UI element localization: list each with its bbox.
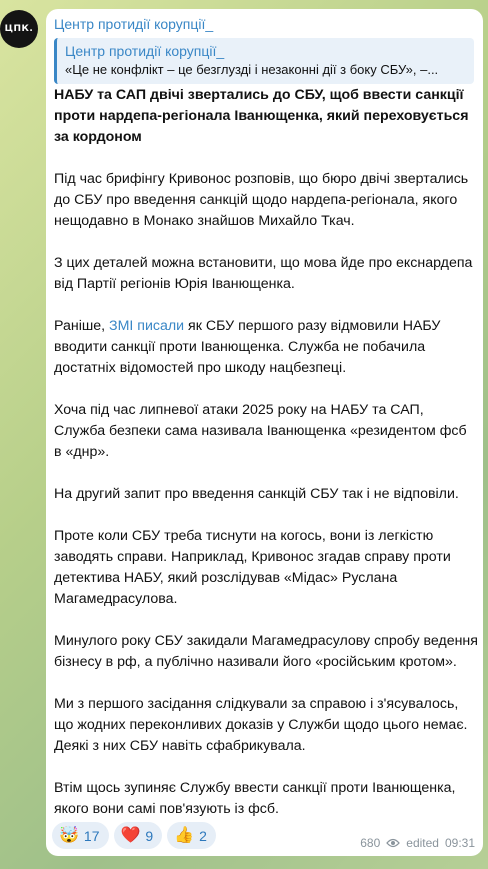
channel-name[interactable]: Центр протидії корупції_	[54, 16, 214, 32]
edited-label: edited	[406, 836, 439, 850]
heart-icon: ❤️	[120, 826, 141, 844]
reactions-bar	[52, 822, 216, 849]
paragraph: Під час брифінгу Кривонос розповів, що бюро двічі звертались до СБУ про введення санкцій щодо нардепа-регіонала, якого нещодавно в Монако знайшов Михайло Ткач.	[54, 171, 469, 229]
paragraph: Хоча під час липневої атаки 2025 року на НАБУ та САП, Служба безпеки сама називала Іванющенка «резидентом фсб в «днр».	[54, 402, 467, 460]
post-title: НАБУ та САП двічі звертались до СБУ, щоб ввести санкції проти нардепа-регіонала Іванющенка, який переховується за кордоном	[54, 87, 469, 145]
paragraph: Ми з першого засідання слідкували за справою і з'ясувалось, що жодних переконливих доказів у Служби щодо цього немає. Деякі з них СБУ навіть сфабрикувала.	[54, 696, 468, 754]
message-text	[54, 85, 478, 841]
reaction-thumbs-up[interactable]	[167, 822, 216, 849]
reaction-count: 2	[199, 827, 207, 844]
message-bubble	[46, 9, 483, 856]
exploding-head-icon: 🤯	[59, 826, 79, 844]
media-link[interactable]: ЗМІ писали	[109, 318, 185, 334]
eye-icon	[386, 838, 400, 848]
reply-author: Центр протидії корупції_	[65, 43, 225, 59]
paragraph: На другий запит про введення санкцій СБУ так і не відповіли.	[54, 486, 459, 502]
reaction-exploding-head[interactable]	[52, 822, 109, 849]
reaction-count: 17	[83, 827, 100, 844]
paragraph: Проте коли СБУ треба тиснути на когось, вони із легкістю заводять справи. Наприклад, Кривонос згадав справу проти детектива НАБУ, який розслідував «Мідас» Руслана Магамедрасулова.	[54, 528, 451, 607]
paragraph-text: Раніше,	[54, 318, 110, 334]
reply-preview[interactable]	[54, 38, 474, 84]
reply-text: «Це не конфлікт – це безглузді і незаконні дії з боку СБУ», –...	[65, 62, 439, 77]
message-time: 09:31	[444, 836, 475, 850]
message-meta	[360, 836, 475, 850]
view-count: 680	[360, 836, 381, 850]
reaction-count: 9	[145, 827, 154, 844]
reaction-heart[interactable]	[114, 822, 163, 849]
thumbs-up-icon: 👍	[174, 826, 195, 844]
paragraph: З цих деталей можна встановити, що мова йде про екснардепа від Партії регіонів Юрія Іванющенка.	[54, 255, 473, 292]
paragraph	[54, 316, 478, 379]
paragraph: Минулого року СБУ закидали Магамедрасулову спробу ведення бізнесу в рф, а публічно називали його «російським кротом».	[54, 633, 478, 670]
paragraph-text: як СБУ першого разу відмовили НАБУ вводити санкції проти Іванющенка. Служба не побачила достатніх відомостей про шкоду нацбезпеці.	[54, 318, 441, 376]
paragraph: Втім щось зупиняє Службу ввести санкції проти Іванющенка, якого вони самі пов'язують із фсб.	[54, 780, 456, 817]
channel-avatar[interactable]: ЦПК.	[0, 10, 38, 48]
